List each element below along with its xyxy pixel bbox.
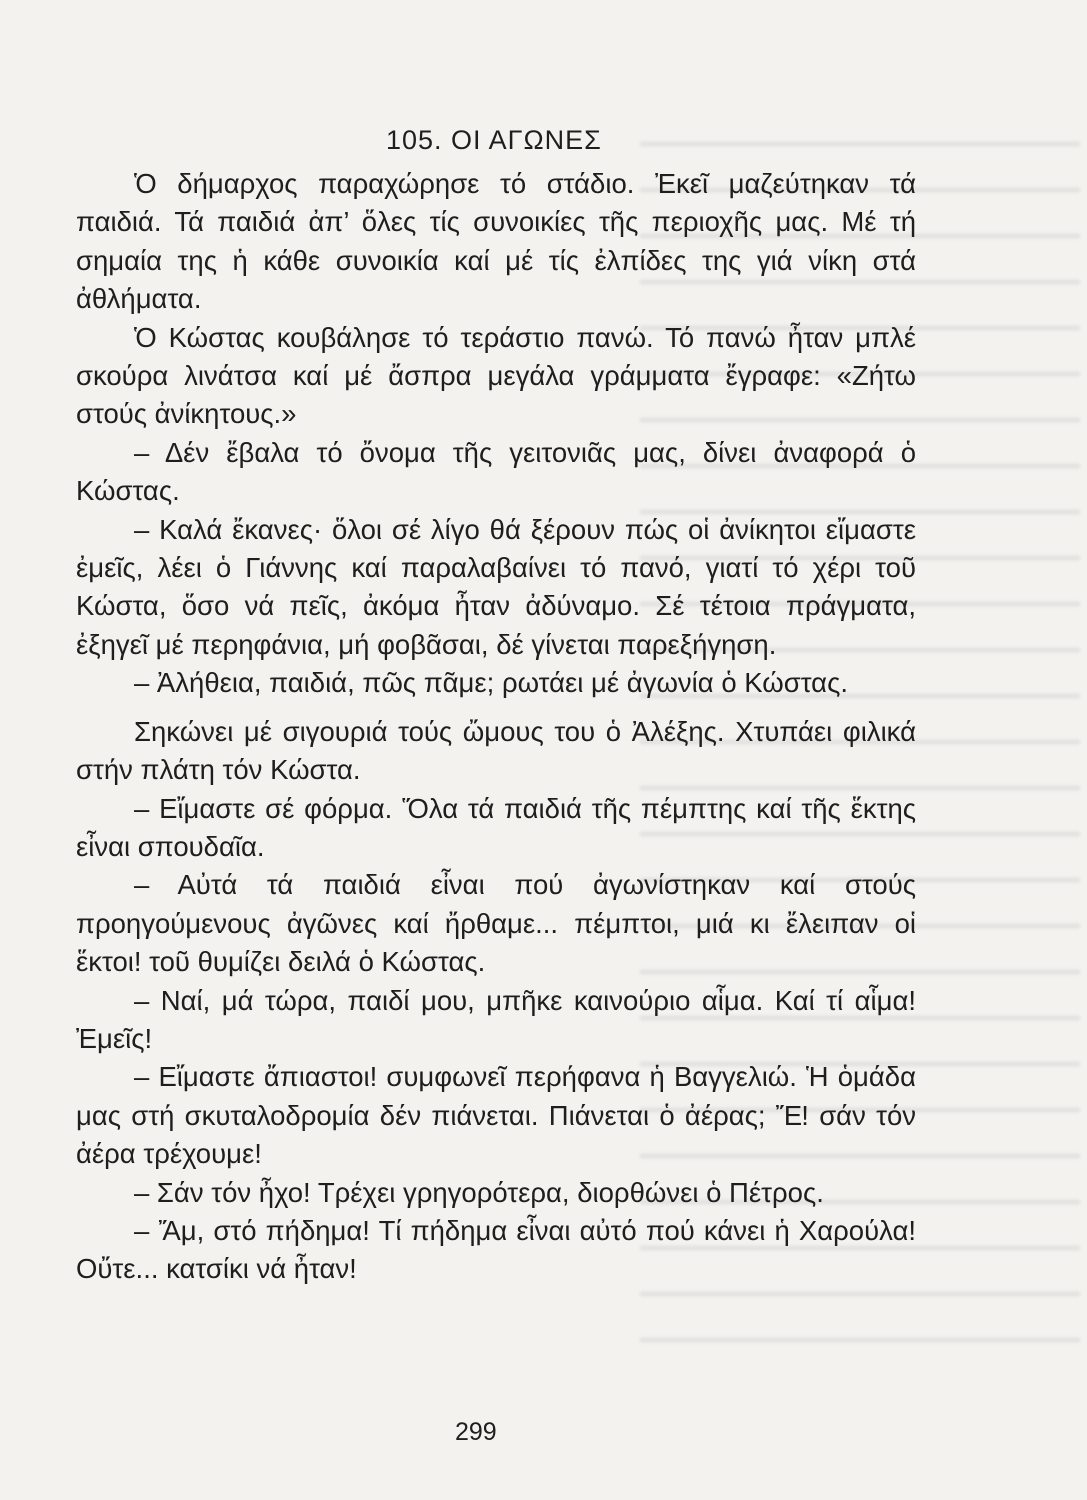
paragraph: Ὁ Κώστας κουβάλησε τό τεράστιο πανώ. Τό πανώ ἦταν μπλέ σκούρα λινάτσα καί μέ ἄσπρα μεγάλα γράμματα ἔγραφε: «Ζήτω στούς ἀνίκητους.»	[76, 321, 916, 430]
paragraph: – Καλά ἔκανες· ὅλοι σέ λίγο θά ξέρουν πώς οἱ ἀνίκητοι εἴμαστε ἐμεῖς, λέει ὁ Γιάννης καί παραλαβαίνει τό πανό, γιατί τό χέρι τοῦ Κώστα, ὅσο νά πεῖς, ἀκόμα ἦταν ἀδύναμο. Σέ τέτοια πράγματα, ἐξηγεῖ μέ περηφάνια, μή φοβᾶσαι, δέ γίνεται παρεξήγηση.	[76, 513, 916, 660]
paragraph: Σηκώνει μέ σιγουριά τούς ὤμους του ὁ Ἀλέξης. Χτυπάει φιλικά στήν πλάτη τόν Κώστα.	[76, 715, 916, 786]
paragraph: – Σάν τόν ἦχο! Τρέχει γρηγορότερα, διορθώνει ὁ Πέτρος.	[134, 1176, 824, 1208]
paragraph: – Ναί, μά τώρα, παιδί μου, μπῆκε καινούριο αἷμα. Καί τί αἷμα! Ἐμεῖς!	[76, 984, 916, 1054]
page-number: 299	[455, 1418, 497, 1446]
paragraph: – Ἄμ, στό πήδημα! Τί πήδημα εἶναι αὐτό πού κάνει ἡ Χαρούλα! Οὔτε... κατσίκι νά ἦταν!	[76, 1214, 916, 1285]
paragraph: – Ἀλήθεια, παιδιά, πῶς πᾶμε; ρωτάει μέ ἀγωνία ὁ Κώστας.	[134, 667, 848, 699]
chapter-text	[76, 165, 916, 1289]
paragraph: – Εἴμαστε ἄπιαστοι! συμφωνεῖ περήφανα ἡ Βαγγελιώ. Ἡ ὁμάδα μας στή σκυταλοδρομία δέν πιάνεται. Πιάνεται ὁ ἀέρας; Ἔ! σάν τόν ἀέρα τρέχουμε!	[76, 1061, 916, 1170]
paragraph: – Εἴμαστε σέ φόρμα. Ὅλα τά παιδιά τῆς πέμπτης καί τῆς ἕκτης εἶναι σπουδαῖα.	[76, 792, 916, 862]
paragraph: – Δέν ἔβαλα τό ὄνομα τῆς γειτονιᾶς μας, δίνει ἀναφορά ὁ Κώστας.	[76, 436, 916, 507]
paragraph: – Αὐτά τά παιδιά εἶναι πού ἀγωνίστηκαν καί στούς προηγούμενους ἀγῶνες καί ἤρθαμε... πέμπτοι, μιά κι ἔλειπαν οἱ ἕκτοι! τοῦ θυμίζει δειλά ὁ Κώστας.	[76, 869, 916, 978]
chapter-title: 105. ΟΙ ΑΓΩΝΕΣ	[386, 125, 602, 155]
paragraph: Ὁ δήμαρχος παραχώρησε τό στάδιο. Ἐκεῖ μαζεύτηκαν τά παιδιά. Τά παιδιά ἀπ’ ὅλες τίς συνοικίες τῆς περιοχῆς μας. Μέ τή σημαία της ἡ κάθε συνοικία καί μέ τίς ἐλπίδες της γιά νίκη στά ἀθλήματα.	[76, 168, 916, 315]
